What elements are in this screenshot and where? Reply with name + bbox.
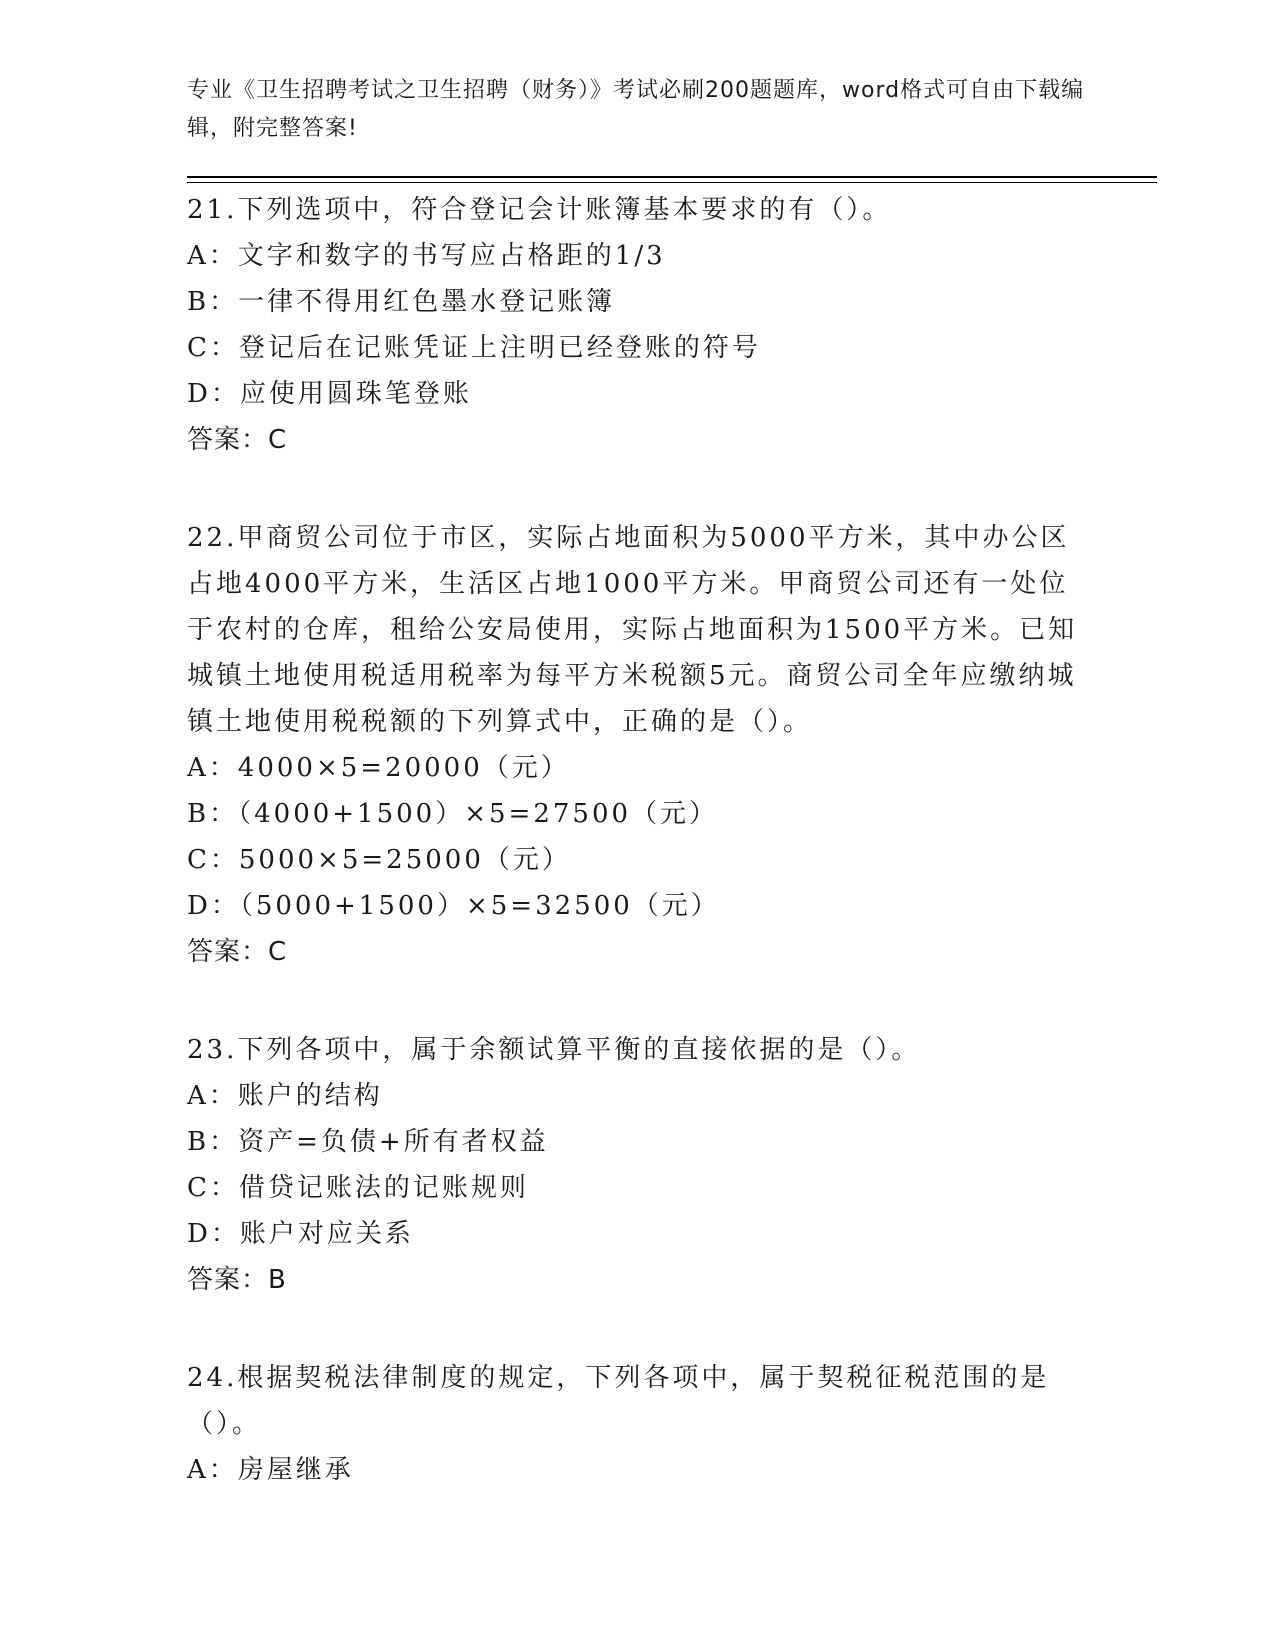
- question-stem: 21.下列选项中，符合登记会计账簿基本要求的有（）。: [187, 195, 892, 225]
- question-stem: 22.甲商贸公司位于市区，实际占地面积为5000平方米，其中办公区占地4000平方米，生活区占地1000平方米。甲商贸公司还有一处位于农村的仓库，租给公安局使用，实际占地面积为1500平方米。已知城镇土地使用税适用税率为每平方米税额5元。商贸公司全年应缴纳城镇土地使用税税额的下列算式中，正确的是（）。: [187, 523, 1078, 737]
- option-d: D：账户对应关系: [187, 1219, 414, 1249]
- question-list: [187, 187, 1087, 1545]
- option-c: C：5000×5=25000（元）: [187, 845, 571, 875]
- header-rule-thick: [187, 176, 1157, 178]
- option-a: A：账户的结构: [187, 1081, 383, 1111]
- question-21: [187, 187, 1087, 463]
- option-c: C：借贷记账法的记账规则: [187, 1173, 529, 1203]
- question-stem: 24.根据契税法律制度的规定，下列各项中，属于契税征税范围的是（）。: [187, 1363, 1050, 1439]
- answer: 答案：C: [187, 425, 288, 455]
- document-header: 专业《卫生招聘考试之卫生招聘（财务）》考试必刷200题题库，word格式可自由下载编辑，附完整答案!: [187, 78, 1085, 141]
- option-d: D：（5000+1500）×5=32500（元）: [187, 891, 720, 921]
- question-24: [187, 1355, 1087, 1493]
- option-a: A：文字和数字的书写应占格距的1/3: [187, 241, 666, 271]
- option-b: B：（4000+1500）×5=27500（元）: [187, 799, 719, 829]
- answer: 答案：B: [187, 1265, 287, 1295]
- answer: 答案：C: [187, 937, 288, 967]
- option-b: B：一律不得用红色墨水登记账簿: [187, 287, 616, 317]
- question-23: [187, 1027, 1087, 1303]
- option-a: A：4000×5=20000（元）: [187, 753, 570, 783]
- option-a: A：房屋继承: [187, 1455, 354, 1485]
- question-22: [187, 515, 1087, 975]
- option-b: B：资产=负债+所有者权益: [187, 1127, 549, 1157]
- question-stem: 23.下列各项中，属于余额试算平衡的直接依据的是（）。: [187, 1035, 921, 1065]
- header-rule-thin: [187, 182, 1157, 183]
- option-c: C：登记后在记账凭证上注明已经登账的符号: [187, 333, 761, 363]
- option-d: D：应使用圆珠笔登账: [187, 379, 472, 409]
